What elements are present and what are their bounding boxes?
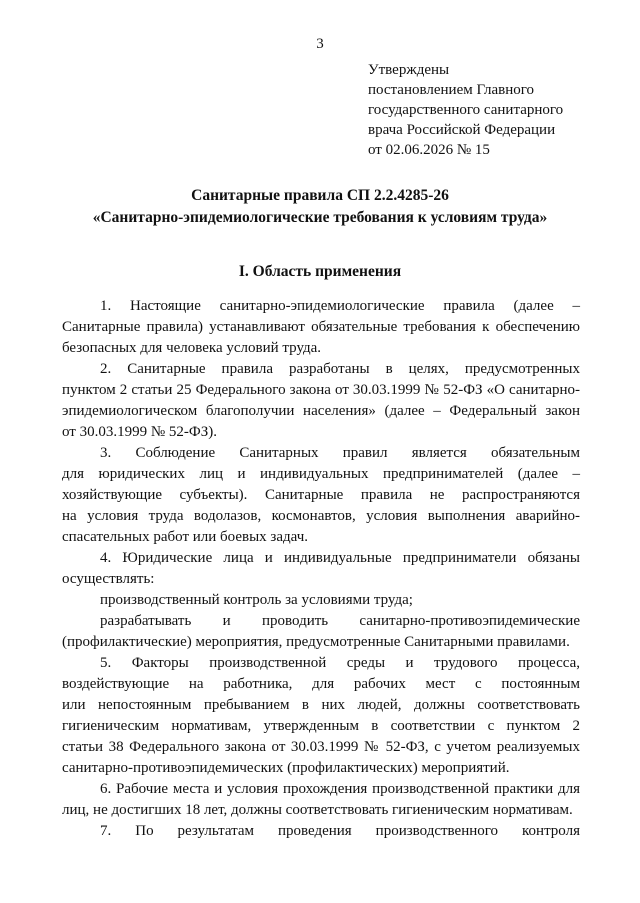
text-line: 7. По результатам проведения производственного контроля [100, 823, 580, 839]
text-line: 1. Настоящие санитарно-эпидемиологические правила (далее – [100, 298, 580, 314]
page-number: 3 [316, 36, 324, 52]
paragraph [62, 821, 580, 842]
text-line: безопасных для человека условий труда. [62, 340, 322, 356]
text-line: 6. Рабочие места и условия прохождения производственной практики для [100, 781, 580, 797]
approval-block [368, 60, 608, 160]
text-line: спасательных работ или боевых задач. [62, 529, 308, 545]
text-line: 4. Юридические лица и индивидуальные предприниматели обязаны [100, 550, 580, 566]
text-line: Санитарные правила) устанавливают обязательные требования к обеспечению [62, 319, 580, 335]
approval-line: государственного санитарного [368, 102, 564, 118]
section-title: I. Область применения [238, 263, 402, 280]
approval-line: от 02.06.2026 № 15 [368, 142, 490, 158]
text-line: статьи 38 Федерального закона от 30.03.1999 № 52-ФЗ, с учетом реализуемых [62, 739, 580, 755]
approval-line: Утверждены [368, 62, 450, 78]
paragraph [62, 359, 580, 443]
text-line: лиц, не достигших 18 лет, должны соответствовать гигиеническим нормативам. [62, 802, 573, 818]
text-line: на условия труда водолазов, космонавтов, условия выполнения аварийно- [62, 508, 580, 524]
approval-line: постановлением Главного [368, 82, 535, 98]
text-line: 2. Санитарные правила разработаны в целях, предусмотренных [100, 361, 580, 377]
text-line: разрабатывать и проводить санитарно-противоэпидемические [100, 613, 580, 629]
document-body [62, 296, 580, 842]
text-line: 3. Соблюдение Санитарных правил является обязательным [100, 445, 580, 461]
text-line: (профилактические) мероприятия, предусмотренные Санитарными правилами. [62, 634, 570, 650]
text-line: хозяйствующие субъекты). Санитарные правила не распространяются [62, 487, 580, 503]
text-line: производственный контроль за условиями труда; [100, 592, 413, 608]
paragraph [62, 548, 580, 590]
paragraph [62, 296, 580, 359]
approval-line: врача Российской Федерации [368, 122, 556, 138]
paragraph [62, 443, 580, 548]
text-line: гигиеническим нормативам, утвержденным в соответствии с пунктом 2 [62, 718, 580, 734]
text-line: воздействующие на работника, для рабочих мест с постоянным [62, 676, 580, 692]
text-line: от 30.03.1999 № 52-ФЗ). [62, 424, 218, 440]
text-line: пунктом 2 статьи 25 Федерального закона от 30.03.1999 № 52-ФЗ «О санитарно- [62, 382, 580, 398]
text-line: эпидемиологическом благополучии населения» (далее – Федеральный закон [62, 403, 580, 419]
text-line: или непостоянным пребыванием в них людей, должны соответствовать [62, 697, 580, 713]
document-title-line: Санитарные правила СП 2.2.4285-26 [191, 187, 449, 204]
paragraph [62, 611, 580, 653]
paragraph [62, 653, 580, 779]
document-subtitle-line: «Санитарно-эпидемиологические требования к условиям труда» [92, 209, 548, 226]
text-line: 5. Факторы производственной среды и трудового процесса, [100, 655, 580, 671]
paragraph [62, 590, 580, 611]
paragraph [62, 779, 580, 821]
document-title [0, 185, 640, 229]
text-line: для юридических лиц и индивидуальных предпринимателей (далее – [62, 466, 580, 482]
text-line: санитарно-противоэпидемических (профилактических) мероприятий. [62, 760, 510, 776]
text-line: осуществлять: [62, 571, 155, 587]
